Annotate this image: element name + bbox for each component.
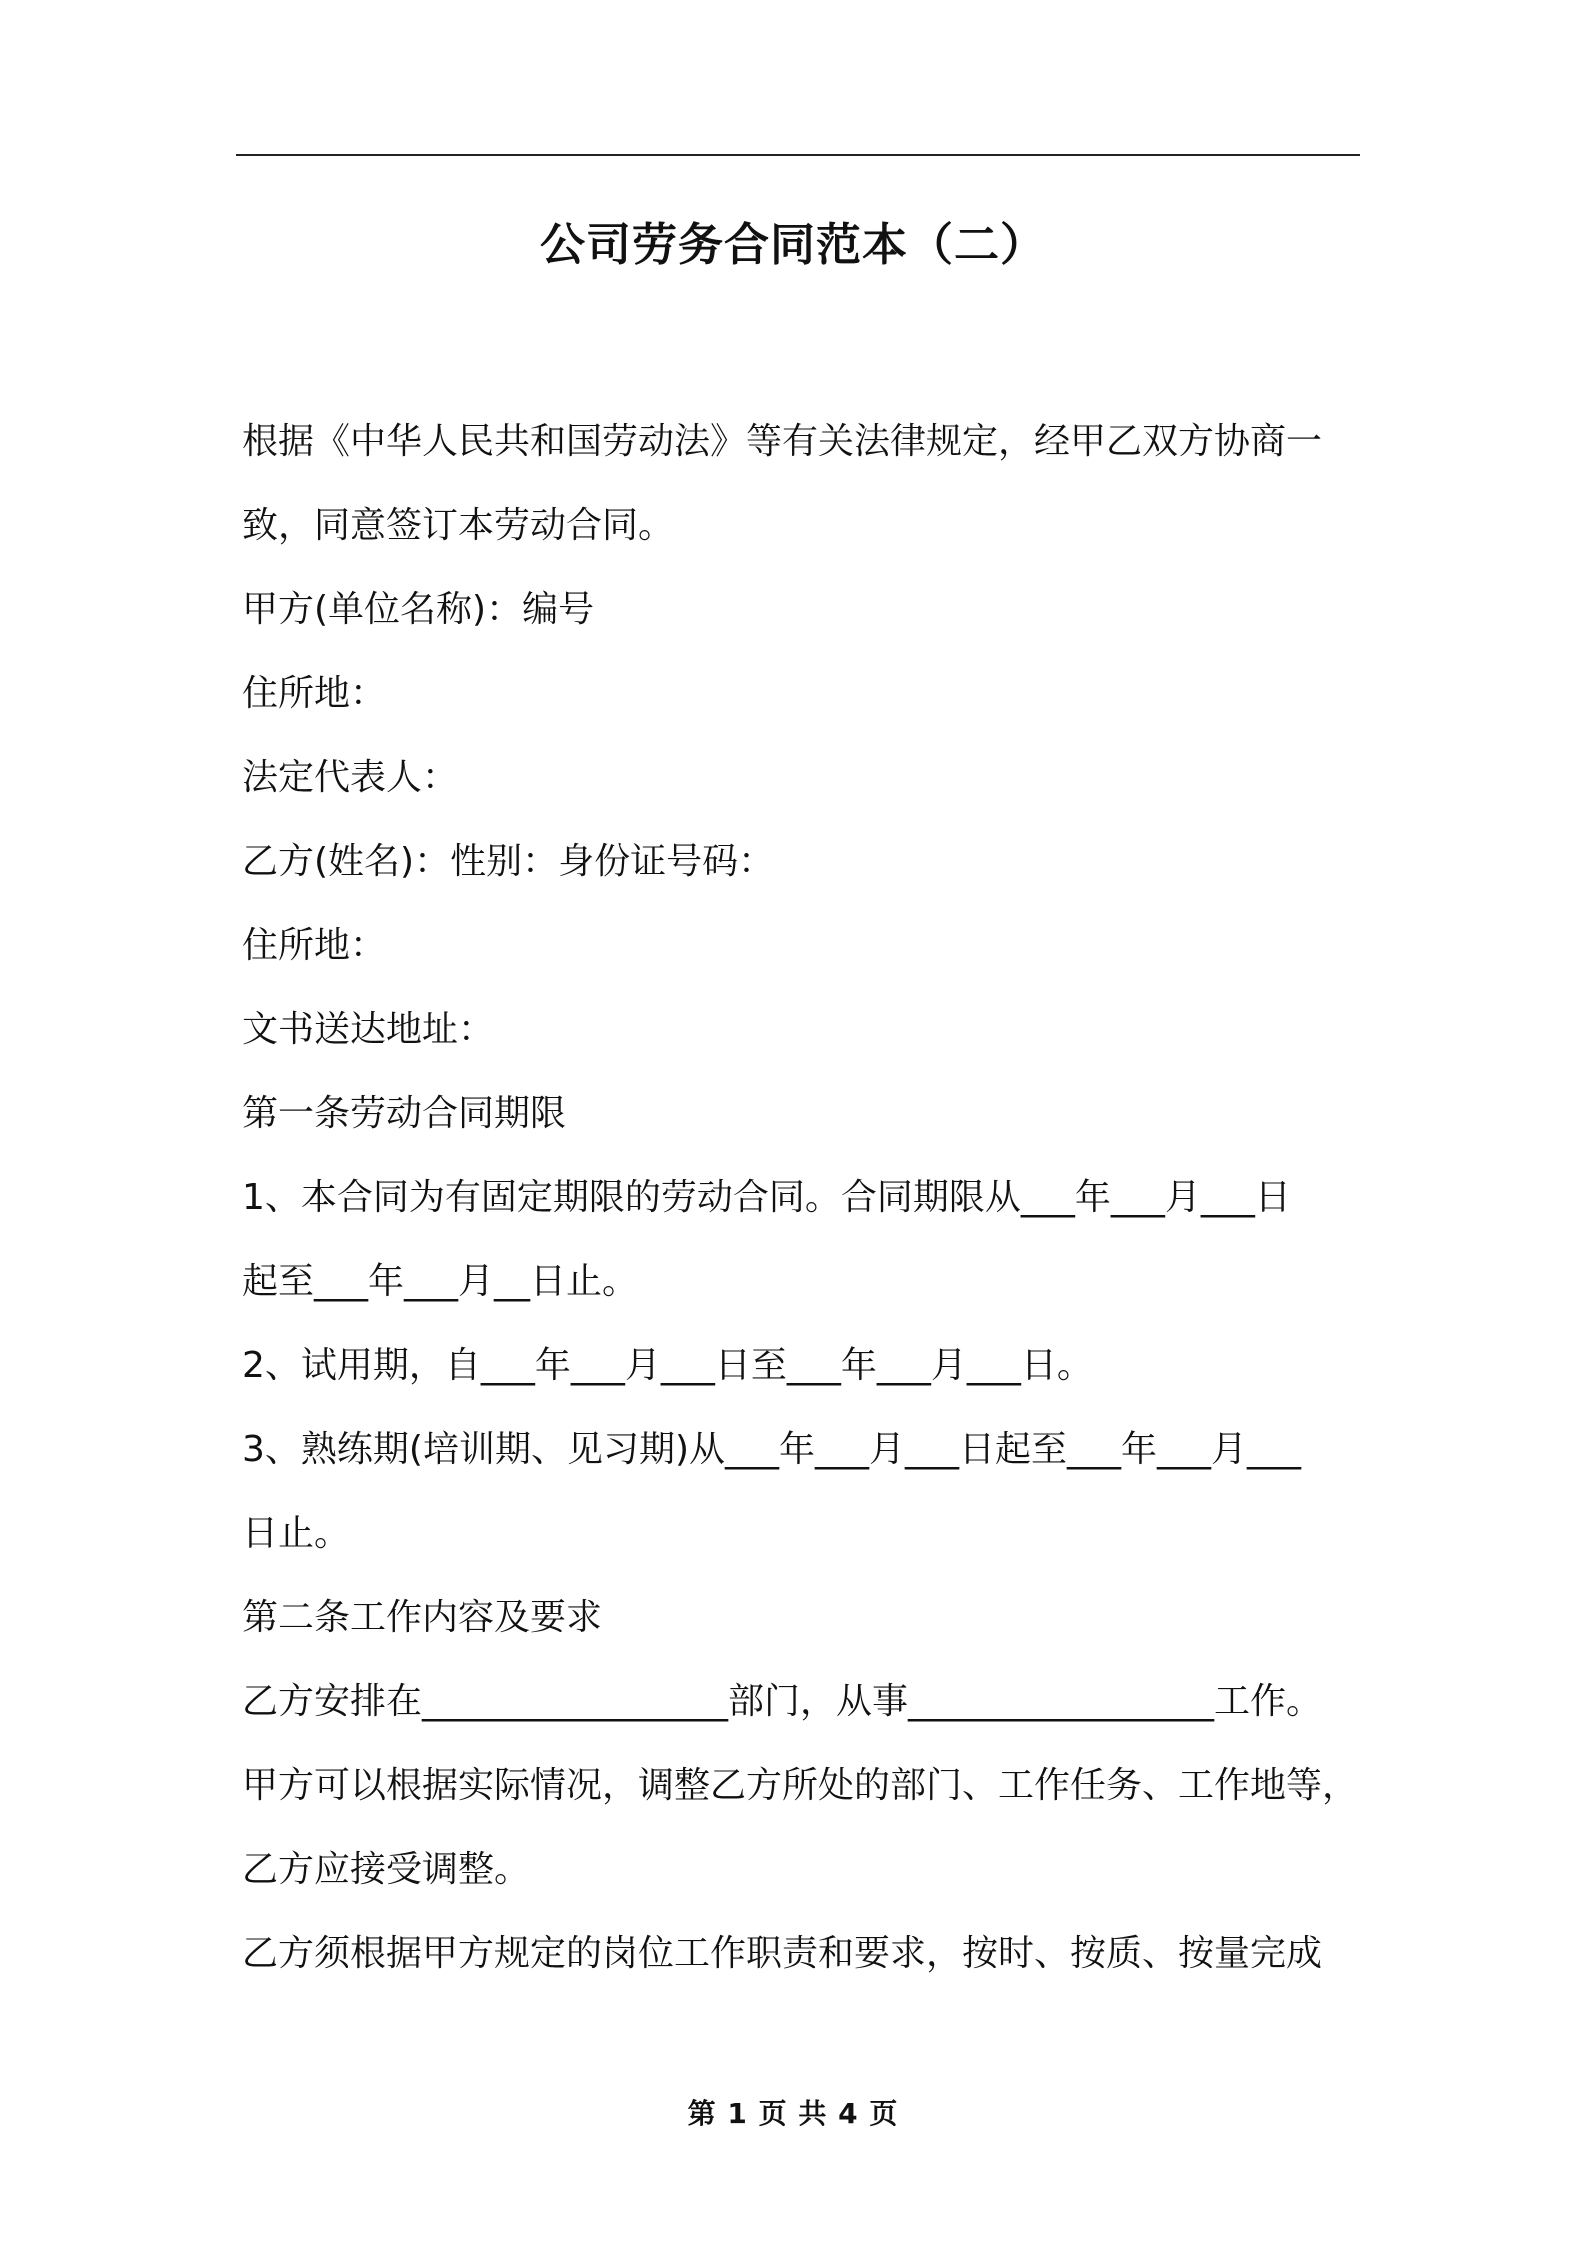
document-body (242, 400, 1372, 1996)
body-line: 致，同意签订本劳动合同。 (242, 505, 675, 546)
article-2-heading: 第二条工作内容及要求 (242, 1597, 603, 1638)
body-line: 日止。 (242, 1513, 351, 1554)
party-a-address-line: 住所地： (242, 673, 387, 714)
body-line: 2、试用期，自___年___月___日至___年___月___日。 (242, 1345, 1093, 1386)
header-divider (236, 154, 1360, 156)
page-number-footer: 第 1 页 共 4 页 (687, 2097, 899, 2130)
delivery-address-line: 文书送达地址： (242, 1009, 495, 1050)
party-a-name-line: 甲方(单位名称)：编号 (242, 589, 595, 630)
body-line: 甲方可以根据实际情况，调整乙方所处的部门、工作任务、工作地等， (242, 1765, 1359, 1806)
body-line: 乙方安排在_________________部门，从事_________________工作。 (242, 1681, 1323, 1722)
body-line: 乙方应接受调整。 (242, 1849, 531, 1890)
body-line: 乙方须根据甲方规定的岗位工作职责和要求，按时、按质、按量完成 (242, 1933, 1323, 1974)
body-line: 起至___年___月__日止。 (242, 1261, 639, 1302)
body-line: 根据《中华人民共和国劳动法》等有关法律规定，经甲乙双方协商一 (242, 421, 1323, 462)
legal-representative-line: 法定代表人： (242, 757, 459, 798)
article-1-heading: 第一条劳动合同期限 (242, 1093, 567, 1134)
party-b-address-line: 住所地： (242, 925, 387, 966)
document-title: 公司劳务合同范本（二） (539, 218, 1046, 271)
body-line: 3、熟练期(培训期、见习期)从___年___月___日起至___年___月___ (242, 1429, 1301, 1470)
body-line: 1、本合同为有固定期限的劳动合同。合同期限从___年___月___日 (242, 1177, 1291, 1218)
party-b-info-line: 乙方(姓名)：性别：身份证号码： (242, 841, 775, 882)
